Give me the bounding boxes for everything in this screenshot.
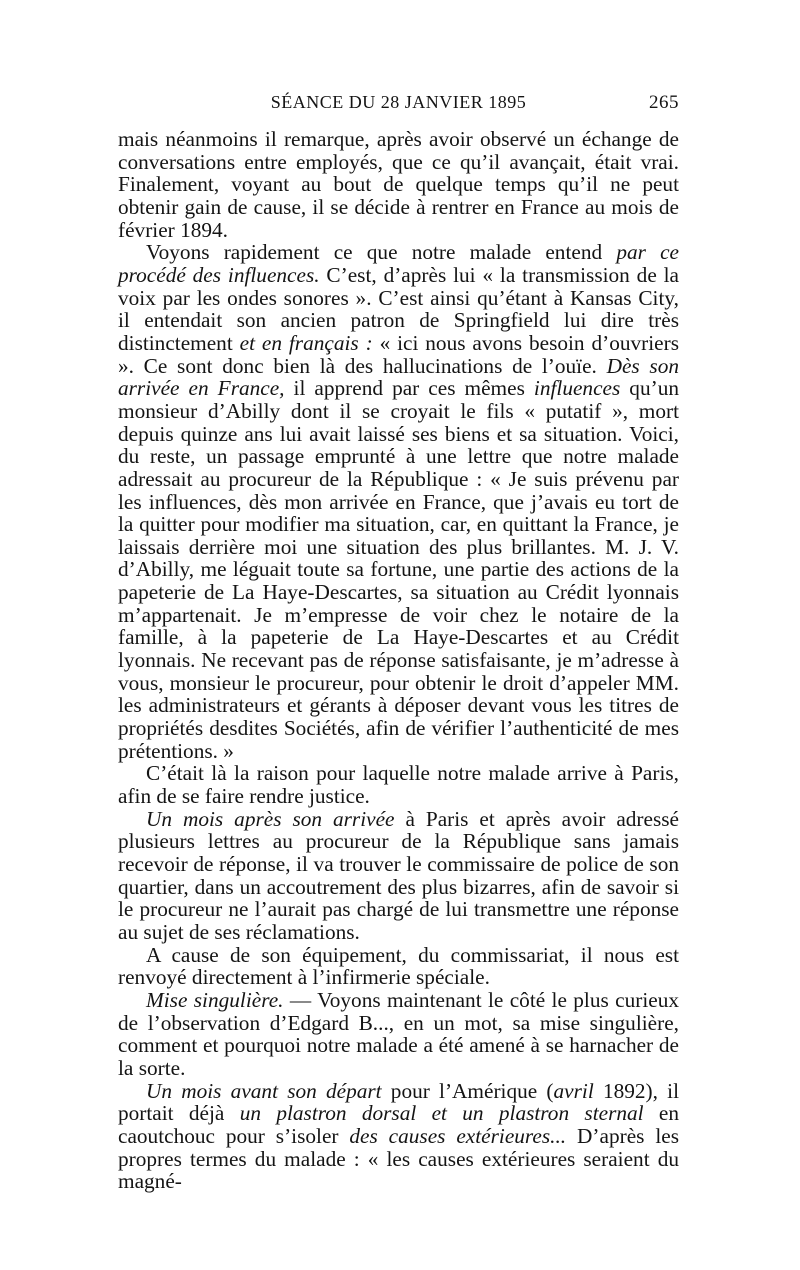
paragraph-7-text-d: en caoutchouc pour s’isoler bbox=[118, 1101, 679, 1148]
paragraph-7 bbox=[118, 1080, 679, 1193]
paragraph-2-italic-b: et en français : bbox=[239, 330, 373, 355]
paragraph-7-italic-b: avril bbox=[553, 1078, 594, 1103]
paragraph-7-text-c: 1892), il portait déjà bbox=[118, 1078, 680, 1126]
paragraph-7-italic-d: des causes extérieures... bbox=[349, 1123, 567, 1148]
paragraph-5-text: A cause de son équipement, du commissariat, il nous est renvoyé directement à l’infirmerie spéciale. bbox=[118, 942, 679, 990]
paragraph-6-text-b: — Voyons maintenant le côté le plus curieux de l’observation d’Edgard B..., en un mot, sa mise singulière, comment et pourquoi notre malade a été amené à se harnacher de la sorte. bbox=[118, 987, 680, 1080]
paragraph-7-italic-c: un plastron dorsal et un plastron sternal bbox=[239, 1101, 644, 1126]
paragraph-2-text-c: « ici nous avons besoin d’ouvriers ». Ce sont donc bien là des hallucinations de l’ouïe. bbox=[118, 330, 680, 378]
paragraph-6-italic-a: Mise singulière. bbox=[146, 987, 284, 1012]
paragraph-2-text-b: C’est, d’après lui « la transmission de la voix par les ondes sonores ». C’est ainsi qu’étant à Kansas City, il entendait son ancien patron de Springfield lui dire très distinctement bbox=[118, 262, 680, 355]
paragraph-4-italic-a: Un mois après son arrivée bbox=[146, 806, 395, 831]
paragraph-3-text: C’était là la raison pour laquelle notre malade arrive à Paris, afin de se faire rendre justice. bbox=[118, 761, 679, 809]
book-page bbox=[118, 92, 679, 1193]
paragraph-3 bbox=[118, 762, 679, 807]
paragraph-1-text: mais néanmoins il remarque, après avoir observé un échange de conversations entre employés, que ce qu’il avançait, était vrai. Finalement, voyant au bout de quelque temps qu’il ne peut obtenir gain de cause, il se décide à rentrer en France au mois de février 1894. bbox=[118, 127, 679, 242]
paragraph-2 bbox=[118, 241, 679, 762]
paragraph-6 bbox=[118, 989, 679, 1080]
paragraph-5 bbox=[118, 944, 679, 989]
paragraph-2-italic-d: influences bbox=[533, 376, 621, 401]
paragraph-2-text-a: Voyons rapidement ce que notre malade entend bbox=[146, 240, 617, 265]
paragraph-2-italic-a: par ce procédé des influences. bbox=[118, 240, 679, 287]
paragraph-2-text-d: il apprend par ces mêmes bbox=[284, 376, 534, 401]
page-number: 265 bbox=[649, 92, 679, 113]
paragraph-1 bbox=[118, 128, 679, 241]
paragraph-2-italic-c: Dès son arrivée en France, bbox=[118, 353, 679, 401]
paragraph-4 bbox=[118, 808, 679, 944]
paragraph-2-text-e: qu’un monsieur d’Abilly dont il se croyait le fils « putatif », mort depuis quinze ans lui avait laissé ses biens et sa situation. Voici, du reste, un passage emprunté à une lettre que notre malade adressait au procureur de la République : « Je suis prévenu par les influences, dès mon arrivée en France, que j’avais eu tort de la quitter pour modifier ma situation, car, en quittant la France, je laissais derrière moi une situation des plus brillantes. M. J. V. d’Abilly, me léguait toute sa fortune, une partie des actions de la papeterie de La Haye-Descartes, sa situation au Crédit lyonnais m’appartenait. Je m’empresse de voir chez le notaire de la famille, à la papeterie de La Haye-Descartes et au Crédit lyonnais. Ne recevant pas de réponse satisfaisante, je m’adresse à vous, monsieur le procureur, pour obtenir le droit d’appeler MM. les administrateurs et gérants à déposer devant vous les titres de propriétés desdites Sociétés, afin de vérifier l’authenticité de mes prétentions. » bbox=[118, 376, 679, 763]
running-title: SÉANCE DU 28 JANVIER 1895 bbox=[270, 92, 527, 112]
paragraph-4-text-b: à Paris et après avoir adressé plusieurs lettres au procureur de la République sans jamais recevoir de réponse, il va trouver le commissaire de police de son quartier, dans un accoutrement des plus bizarres, afin de savoir si le procureur ne l’aurait pas chargé de lui transmettre une réponse au sujet de ses réclamations. bbox=[118, 806, 680, 944]
paragraph-7-text-e: D’après les propres termes du malade : « les causes extérieures seraient du magné- bbox=[118, 1123, 679, 1194]
body-text bbox=[118, 128, 679, 1193]
paragraph-7-text-b: pour l’Amérique ( bbox=[381, 1078, 554, 1103]
running-head bbox=[118, 92, 679, 122]
paragraph-7-italic-a: Un mois avant son départ bbox=[146, 1078, 382, 1103]
